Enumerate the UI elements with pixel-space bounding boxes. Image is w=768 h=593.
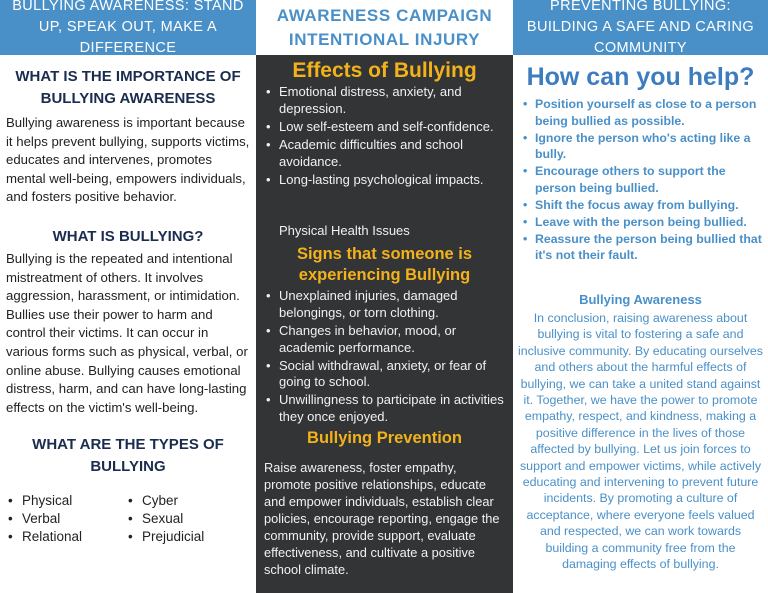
list-item: • Encourage others to support the person being bullied. [521,163,762,196]
right-banner: PREVENTING BULLYING: BUILDING A SAFE AND CARING COMMUNITY [513,0,768,55]
left-panel [0,0,256,593]
right-panel [513,0,768,593]
list-item: • Sexual [128,510,248,527]
middle-banner-text: AWARENESS CAMPAIGN INTENTIONAL INJURY [276,5,493,49]
list-item: • Shift the focus away from bullying. [521,197,762,214]
list-item: • Reassure the person being bullied that it's not their fault. [521,231,762,264]
list-item: • Position yourself as close to a person being bullied as possible. [521,96,762,129]
middle-panel [256,0,513,593]
awareness-text: In conclusion, raising awareness about bullying is vital to fostering a safe and inclusive community. By educating ourselves and others about the harmful effects of bullying, we can take a united stand against it. Together, we have the power to promote empathy, respect, and kindness, making a positive difference in the lives of those affected by bullying. Let us join forces to support and empower victims, while actively educating and intervening to prevent future incidents. By promoting a culture of acceptance, where everyone feels valued and respected, we can work towards building a community free from the damaging effects of bullying. [518,311,763,572]
middle-banner [256,0,513,55]
help-list [521,96,762,264]
list-item: • Changes in behavior, mood, or academic performance. [264,323,507,357]
list-item: • Cyber [128,492,248,509]
list-item: • Physical [8,492,128,509]
effects-list [264,84,507,190]
help-heading: How can you help? [526,63,755,91]
effects-extra: Physical Health Issues [279,223,410,238]
signs-heading: Signs that someone is experiencing Bullying [296,245,473,284]
list-item: • Verbal [8,510,128,527]
left-banner: BULLYING AWARENESS: STAND UP, SPEAK OUT, MAKE A DIFFERENCE [0,0,256,55]
types-heading: WHAT ARE THE TYPES OF BULLYING [32,436,224,475]
importance-heading: WHAT IS THE IMPORTANCE OF BULLYING AWARENESS [15,68,241,107]
signs-list [264,288,507,427]
importance-text: Bullying awareness is important because it helps prevent bullying, supports victims, educates and intervenes, promotes mental well-being, empowers individuals, and fosters positive behavior. [6,115,250,205]
awareness-heading: Bullying Awareness [579,292,702,307]
list-item: • Social withdrawal, anxiety, or fear of going to school. [264,358,507,392]
list-item: • Relational [8,528,128,545]
list-item: • Unwillingness to participate in activities they once enjoyed. [264,392,507,426]
list-item: • Academic difficulties and school avoidance. [264,137,507,171]
what-is-bullying-text: Bullying is the repeated and intentional mistreatment of others. It involves aggression, harassment, or intimidation. Bullies use their power to harm and control their victims. It can occur in various forms such as physical, verbal, or online abuse. Bullying causes emotional distress, harm, and can have long-lasting effects on the victim's well-being. [6,251,248,415]
list-item: • Emotional distress, anxiety, and depression. [264,84,507,118]
prevention-text: Raise awareness, foster empathy, promote positive relationships, educate and empower individuals, establish clear policies, encourage reporting, engage the community, provide support, evaluate effectiveness, and cultivate a positive school climate. [264,460,500,577]
effects-heading: Effects of Bullying [292,59,477,82]
list-item: • Leave with the person being bullied. [521,214,762,231]
what-is-bullying-heading: WHAT IS BULLYING? [52,228,204,245]
list-item: • Low self-esteem and self-confidence. [264,119,507,136]
list-item: • Ignore the person who's acting like a bully. [521,130,762,163]
list-item: • Prejudicial [128,528,248,545]
prevention-heading: Bullying Prevention [307,429,462,447]
list-item: • Long-lasting psychological impacts. [264,172,507,189]
list-item: • Unexplained injuries, damaged belongings, or torn clothing. [264,288,507,322]
types-list [8,492,248,545]
